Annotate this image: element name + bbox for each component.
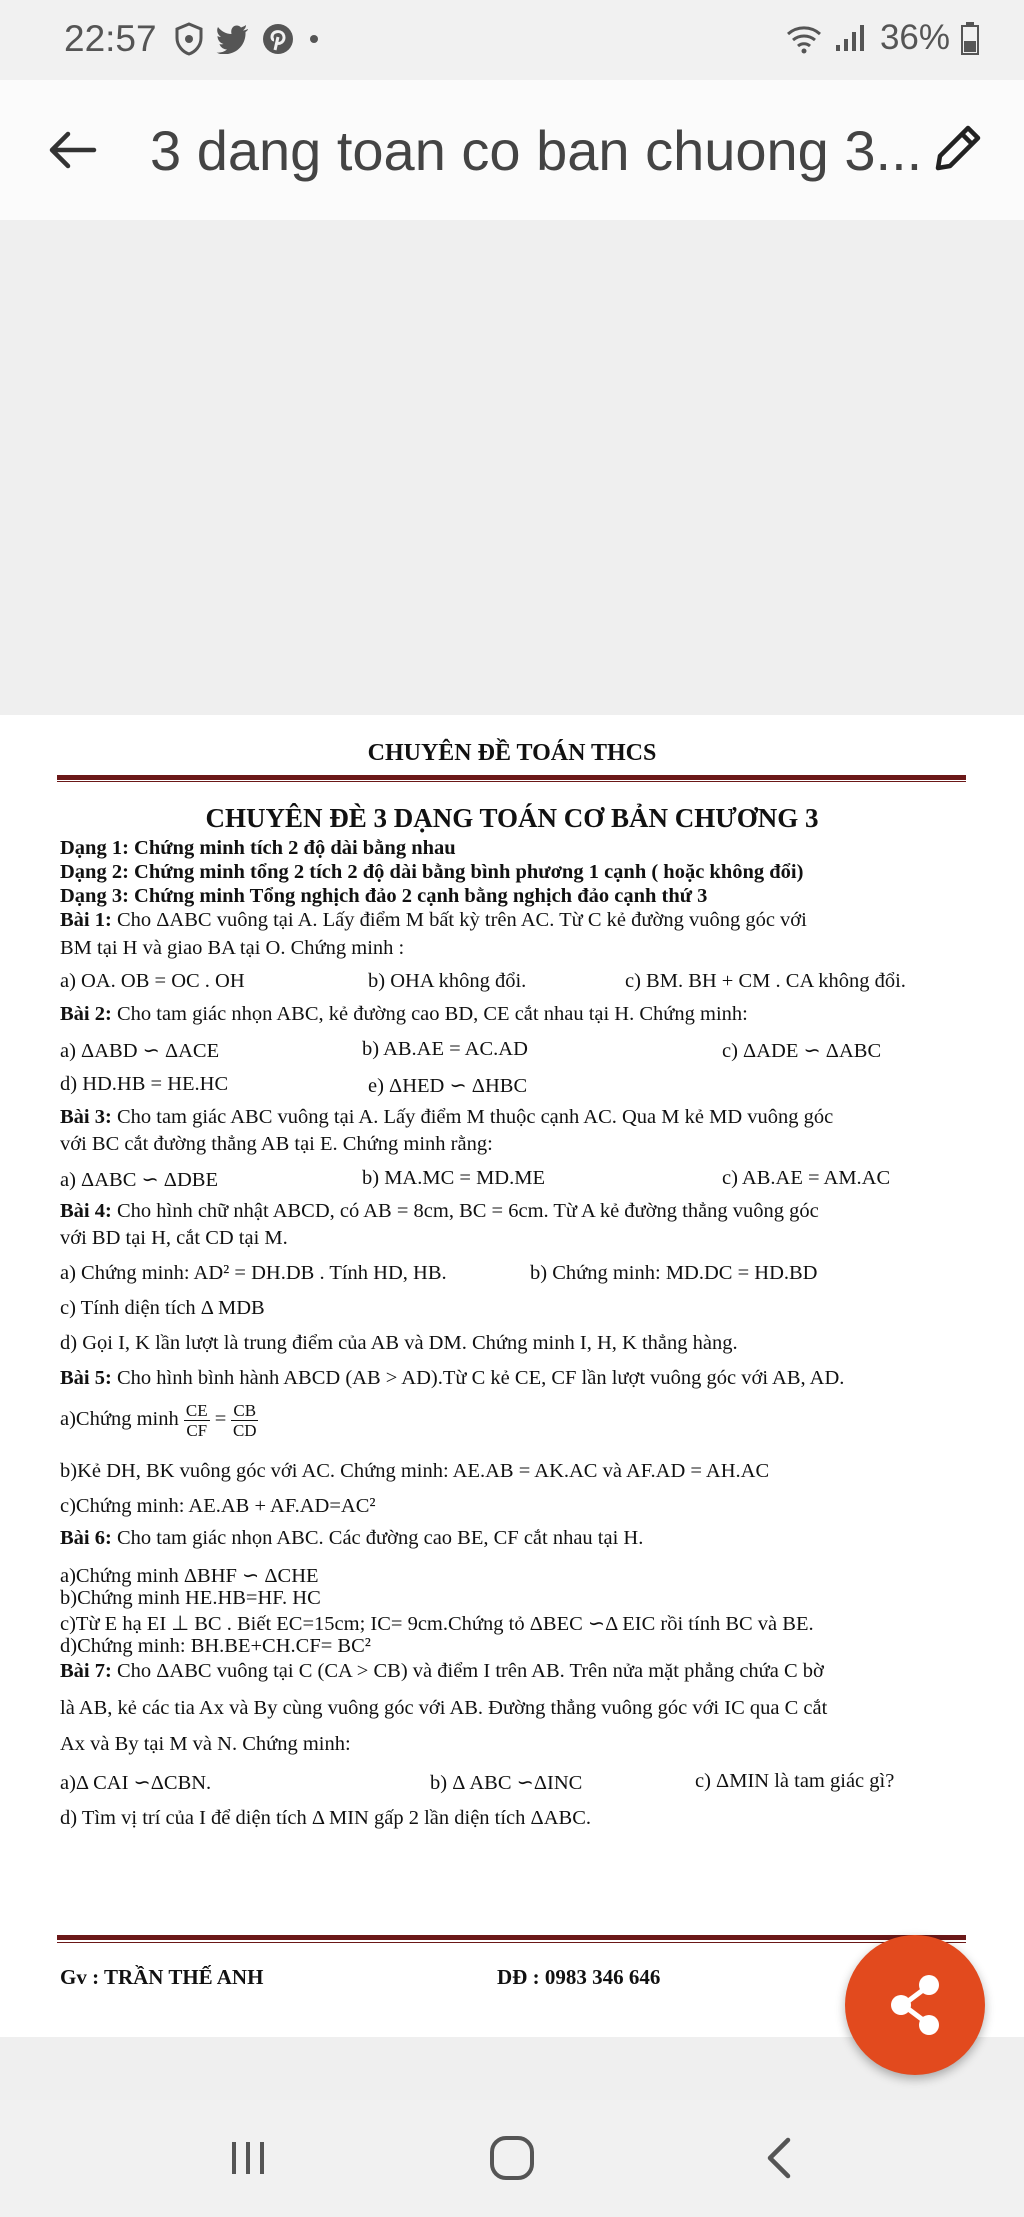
bai4-c: c) Tính diện tích Δ MDB xyxy=(60,1297,265,1319)
fraction-ce-cf: $\frac{CE}{CF}$ xyxy=(185,1401,208,1440)
status-time: 22:57 xyxy=(64,18,157,59)
wifi-icon xyxy=(784,22,824,54)
bai6-d: d)Chứng minh: BH.BE+CH.CF= BC² xyxy=(60,1635,371,1657)
bai1-line1: Bài 1: Cho ΔABC vuông tại A. Lấy điểm M bất kỳ trên AC. Từ C kẻ đường vuông góc với xyxy=(60,909,807,931)
bai4-b: b) Chứng minh: MD.DC = HD.BD xyxy=(530,1262,818,1284)
bai6-line1: Bài 6: Cho tam giác nhọn ABC. Các đường cao BE, CF cắt nhau tại H. xyxy=(60,1527,644,1549)
bai5-c: c)Chứng minh: AE.AB + AF.AD=AC² xyxy=(60,1495,376,1517)
edit-pencil-icon[interactable] xyxy=(926,118,988,180)
bai4-line1: Bài 4: Cho hình chữ nhật ABCD, có AB = 8cm, BC = 6cm. Từ A kẻ đường thẳng vuông góc xyxy=(60,1200,819,1222)
bai7-line1: Bài 7: Cho ΔABC vuông tại C (CA > CB) và điểm I trên AB. Trên nửa mặt phẳng chứa C bờ xyxy=(60,1660,824,1682)
battery-percent: 36% xyxy=(879,18,950,57)
bai6-c: c)Từ E hạ EI ⊥ BC . Biết EC=15cm; IC= 9cm.Chứng tỏ ΔBEC ∽Δ EIC rồi tính BC và BE. xyxy=(60,1613,814,1635)
notification-icons xyxy=(174,22,322,56)
fraction-cb-cd: $\frac{CB}{CD}$ xyxy=(232,1401,257,1440)
back-arrow-icon[interactable] xyxy=(44,122,100,178)
bai3-c: c) AB.AE = AM.AC xyxy=(722,1167,891,1189)
bai4-d: d) Gọi I, K lần lượt là trung điểm của AB và DM. Chứng minh I, H, K thẳng hàng. xyxy=(60,1332,738,1354)
bai7-d: d) Tìm vị trí của I để diện tích Δ MIN gấp 2 lần diện tích ΔABC. xyxy=(60,1807,591,1829)
status-right xyxy=(784,18,980,58)
bai1-a: a) OA. OB = OC . OH xyxy=(60,970,245,992)
bai6-b: b)Chứng minh HE.HB=HF. HC xyxy=(60,1587,321,1609)
dang-1: Dạng 1: Chứng minh tích 2 độ dài bằng nhau xyxy=(60,837,456,859)
footer-rule-thin xyxy=(57,1942,966,1943)
bai3-a: a) ΔABC ∽ ΔDBE xyxy=(60,1169,218,1191)
battery-icon xyxy=(960,21,980,55)
dang-2: Dạng 2: Chứng minh tổng 2 tích 2 độ dài bằng bình phương 1 cạnh ( hoặc không đổi) xyxy=(60,861,804,883)
footer-rule xyxy=(57,1935,966,1940)
signal-icon xyxy=(834,23,870,53)
document-title: 3 dang toan co ban chuong 3... xyxy=(150,119,923,182)
twitter-icon xyxy=(216,24,250,54)
page-header: CHUYÊN ĐỀ TOÁN THCS xyxy=(367,740,657,766)
dang-3: Dạng 3: Chứng minh Tổng nghịch đảo 2 cạnh bằng nghịch đảo cạnh thứ 3 xyxy=(60,885,708,907)
bai4-a: a) Chứng minh: AD² = DH.DB . Tính HD, HB. xyxy=(60,1262,447,1284)
document-page xyxy=(0,715,1024,2037)
bai5-a: a)Chứng minh $\frac{CE}{CF}$ = $\frac{CB}{CD}$ xyxy=(60,1401,257,1440)
back-nav-icon[interactable] xyxy=(750,2128,810,2188)
app-bar xyxy=(0,80,1024,220)
share-button[interactable] xyxy=(845,1935,985,2075)
bai5-line1: Bài 5: Cho hình bình hành ABCD (AB > AD).Từ C kẻ CE, CF lần lượt vuông góc với AB, AD. xyxy=(60,1367,845,1389)
status-bar xyxy=(0,0,1024,80)
bai7-a: a)Δ CAI ∽ΔCBN. xyxy=(60,1772,212,1794)
bai3-b: b) MA.MC = MD.ME xyxy=(362,1167,545,1189)
bai1-line2: BM tại H và giao BA tại O. Chứng minh : xyxy=(60,937,405,959)
bai2-e: e) ΔHED ∽ ΔHBC xyxy=(368,1075,528,1097)
dot-icon xyxy=(306,31,322,47)
bai3-line2: với BC cắt đường thẳng AB tại E. Chứng minh rằng: xyxy=(60,1133,493,1155)
bai2-b: b) AB.AE = AC.AD xyxy=(362,1038,528,1060)
header-rule xyxy=(57,775,966,780)
bai7-c: c) ΔMIN là tam giác gì? xyxy=(695,1770,895,1792)
bai2-d: d) HD.HB = HE.HC xyxy=(60,1073,229,1095)
shield-icon xyxy=(174,22,204,56)
bai4-line2: với BD tại H, cắt CD tại M. xyxy=(60,1227,288,1249)
home-icon[interactable] xyxy=(482,2128,542,2188)
bai3-line1: Bài 3: Cho tam giác ABC vuông tại A. Lấy điểm M thuộc cạnh AC. Qua M kẻ MD vuông góc xyxy=(60,1106,834,1128)
bai5-b: b)Kẻ DH, BK vuông góc với AC. Chứng minh: AE.AB = AK.AC và AF.AD = AH.AC xyxy=(60,1460,770,1482)
bai7-line3: Ax và By tại M và N. Chứng minh: xyxy=(60,1733,351,1755)
bai2-a: a) ΔABD ∽ ΔACE xyxy=(60,1040,220,1062)
system-nav-bar xyxy=(0,2100,1024,2217)
bai1-b: b) OHA không đổi. xyxy=(368,970,527,992)
bai1-c: c) BM. BH + CM . CA không đổi. xyxy=(625,970,906,992)
bai7-b: b) Δ ABC ∽ΔINC xyxy=(430,1772,583,1794)
bai6-a: a)Chứng minh ΔBHF ∽ ΔCHE xyxy=(60,1565,319,1587)
header-rule-thin xyxy=(57,781,966,782)
share-icon xyxy=(845,1935,985,2075)
bai7-line2: là AB, kẻ các tia Ax và By cùng vuông góc với AB. Đường thẳng vuông góc với IC qua C cắt xyxy=(60,1697,828,1719)
bai2-line1: Bài 2: Cho tam giác nhọn ABC, kẻ đường cao BD, CE cắt nhau tại H. Chứng minh: xyxy=(60,1003,748,1025)
recent-apps-icon[interactable] xyxy=(218,2128,278,2188)
bai2-c: c) ΔADE ∽ ΔABC xyxy=(722,1040,882,1062)
document-viewer[interactable] xyxy=(0,220,1024,2100)
document-heading: CHUYÊN ĐÈ 3 DẠNG TOÁN CƠ BẢN CHƯƠNG 3 xyxy=(205,803,819,833)
footer-phone: DĐ : 0983 346 646 xyxy=(497,1965,661,1989)
footer-teacher: Gv : TRẦN THẾ ANH xyxy=(60,1965,264,1989)
pinterest-icon xyxy=(262,23,294,55)
